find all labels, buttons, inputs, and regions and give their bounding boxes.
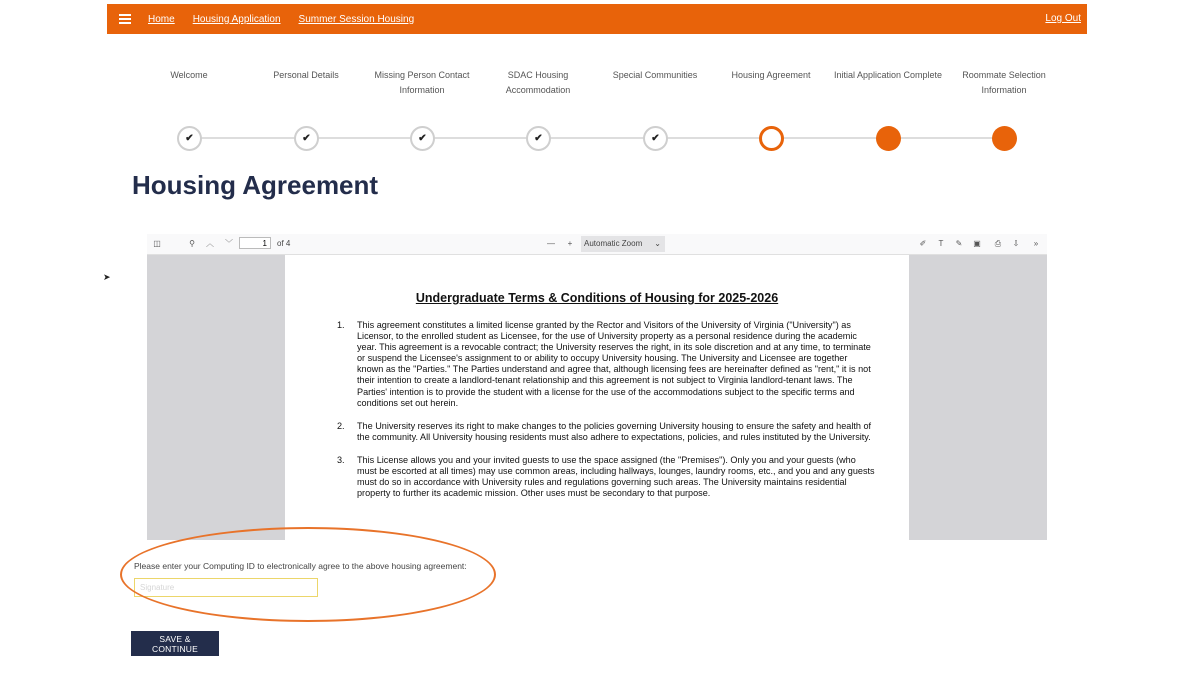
previous-page-icon[interactable]: ︿ xyxy=(206,239,214,248)
highlight-icon[interactable]: ✐ xyxy=(919,239,927,248)
pdf-page xyxy=(285,255,909,540)
step-label-personal-details: Personal Details xyxy=(273,70,339,80)
checkmark-icon: ✔ xyxy=(651,133,660,144)
zoom-select-value: Automatic Zoom xyxy=(584,239,643,248)
search-icon[interactable]: ⚲ xyxy=(189,239,195,248)
step-special-communities-complete[interactable] xyxy=(643,126,668,151)
nav-link-summer-session-housing[interactable]: Summer Session Housing xyxy=(298,13,415,25)
step-label-missing-person: Missing Person Contact Information xyxy=(374,70,470,95)
step-label-welcome: Welcome xyxy=(170,70,208,80)
step-housing-agreement-current xyxy=(759,126,784,151)
signature-label: Please enter your Computing ID to electronically agree to the above housing agreement: xyxy=(134,561,467,571)
image-icon[interactable]: ▣ xyxy=(973,239,981,248)
logout-link[interactable]: Log Out xyxy=(1045,13,1081,24)
chevron-down-icon: ⌄ xyxy=(654,239,661,248)
step-sdac-complete[interactable] xyxy=(526,126,551,151)
step-roommate-selection-pending xyxy=(992,126,1017,151)
print-icon[interactable]: ⎙ xyxy=(994,239,1002,248)
terms-list xyxy=(337,320,875,511)
nav-link-home[interactable]: Home xyxy=(148,13,175,25)
term-number: 2. xyxy=(337,420,345,431)
download-icon[interactable]: ⇩ xyxy=(1012,239,1020,248)
signature-input[interactable] xyxy=(134,578,318,597)
term-item xyxy=(337,421,875,443)
step-label-initial-application-complete: Initial Application Complete xyxy=(833,70,943,80)
page-number-input[interactable] xyxy=(239,237,271,249)
page-count: of 4 xyxy=(277,239,291,248)
term-text: This agreement constitutes a limited license granted by the Rector and Visitors of the University of Virginia ("University") as Licensor, to the enrolled student as Licensee, for the use of University property as a personal residence during the academic year. This agreement is a revocable contract; the University reserves the right, in its sole discretion and at any time, to terminate or suspend the Licensee's assignment to or ability to occupy University housing. The University and Licensee are together known as the "Parties." The Parties understand and agree that, although licensing fees are hereinafter defined as "rent," it is not their intention to create a landlord-tenant relationship and this agreement is not subject to Virginia landlord-tenant laws. The Parties' intention is to provide the student with a license for the use of the accommodations subject to the specific terms and conditions set out herein. xyxy=(357,320,871,408)
more-tools-icon[interactable]: » xyxy=(1033,239,1039,248)
pdf-viewer[interactable] xyxy=(147,255,1047,540)
checkmark-icon: ✔ xyxy=(185,133,194,144)
term-item xyxy=(337,320,875,409)
checkmark-icon: ✔ xyxy=(302,133,311,144)
hamburger-menu-icon[interactable] xyxy=(119,14,131,24)
step-personal-details-complete[interactable] xyxy=(294,126,319,151)
save-continue-button[interactable]: SAVE & CONTINUE xyxy=(131,631,219,656)
document-title: Undergraduate Terms & Conditions of Housing for 2025-2026 xyxy=(415,291,779,305)
sidebar-toggle-icon[interactable]: ◫ xyxy=(153,239,161,248)
zoom-select[interactable] xyxy=(581,236,665,252)
step-label-sdac: SDAC Housing Accommodation xyxy=(505,70,571,95)
text-tool-icon[interactable]: T xyxy=(938,239,944,248)
step-initial-application-pending xyxy=(876,126,901,151)
term-text: The University reserves its right to make changes to the policies governing University housing to ensure the safety and health of the community. All University housing residents must also adhere to expectations, policies, and rules instituted by the University. xyxy=(357,420,872,442)
step-label-special-communities: Special Communities xyxy=(612,70,698,80)
term-item xyxy=(337,455,875,499)
zoom-in-icon[interactable]: + xyxy=(567,239,573,248)
next-page-icon[interactable]: ﹀ xyxy=(225,239,233,248)
step-label-roommate-selection: Roommate Selection Information xyxy=(962,70,1046,95)
term-number: 1. xyxy=(337,320,345,330)
nav-link-housing-application[interactable]: Housing Application xyxy=(192,13,281,25)
annotation-highlight-ellipse xyxy=(120,527,496,622)
draw-icon[interactable]: ✎ xyxy=(955,239,963,248)
checkmark-icon: ✔ xyxy=(534,133,543,144)
page-title: Housing Agreement xyxy=(132,170,379,200)
pdf-toolbar xyxy=(147,234,1047,255)
step-welcome-complete[interactable] xyxy=(177,126,202,151)
step-label-housing-agreement: Housing Agreement xyxy=(731,70,811,80)
step-missing-person-complete[interactable] xyxy=(410,126,435,151)
top-nav-bar xyxy=(107,4,1087,34)
term-number: 3. xyxy=(337,454,345,465)
mouse-cursor-icon: ➤ xyxy=(103,272,111,282)
zoom-out-icon[interactable]: — xyxy=(547,239,555,248)
checkmark-icon: ✔ xyxy=(418,133,427,144)
term-text: This License allows you and your invited guests to use the space assigned (the "Premises"). Only you and your guests (who must be escorted at all times) may use common areas, including hallways, lounges, laundry rooms, etc., and you and any guests must do so in accordance with University rules and regulations governing such areas. The University maintains residential property to further its academic mission. Other uses must be secondary to that purpose. xyxy=(357,454,875,499)
